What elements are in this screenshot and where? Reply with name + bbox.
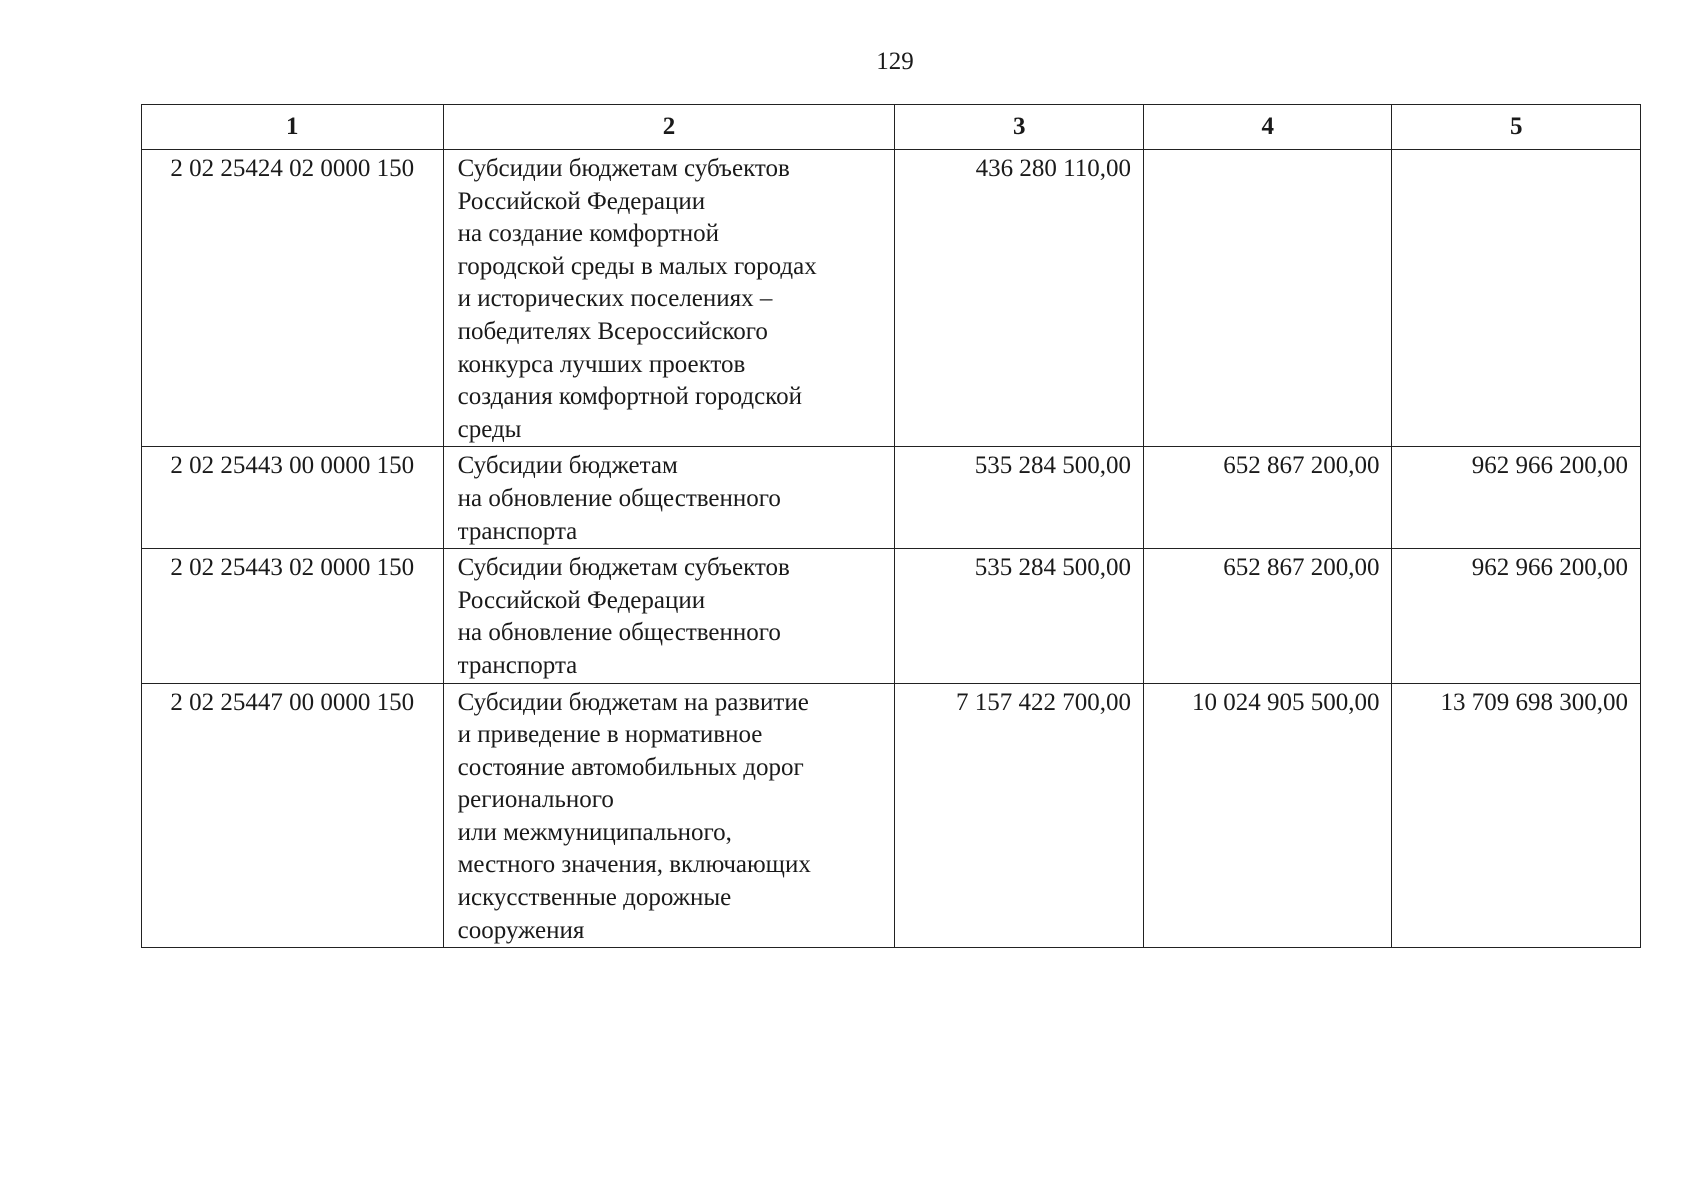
description-line: искусственные дорожные <box>457 884 732 912</box>
description-line: Субсидии бюджетам субъектов <box>457 554 790 582</box>
budget-table <box>141 104 1641 948</box>
description-line: конкурса лучших проектов <box>457 350 746 378</box>
table-row <box>142 150 1641 447</box>
table-row <box>142 549 1641 683</box>
amount-col-4 <box>1143 150 1391 447</box>
header-col-2: 2 <box>443 105 895 150</box>
header-col-1: 1 <box>142 105 444 150</box>
amount-col-4: 10 024 905 500,00 <box>1143 683 1391 948</box>
amount-col-3: 535 284 500,00 <box>895 447 1143 549</box>
amount-col-3: 535 284 500,00 <box>895 549 1143 683</box>
amount-col-4: 652 867 200,00 <box>1143 447 1391 549</box>
description-line: Субсидии бюджетам на развитие <box>457 688 809 716</box>
description-line: регионального <box>457 786 614 814</box>
description-line: транспорта <box>457 517 578 545</box>
description-line: и исторических поселениях – <box>457 285 773 313</box>
description-line: состояние автомобильных дорог <box>457 753 804 781</box>
budget-code-cell: 2 02 25443 02 0000 150 <box>142 549 444 683</box>
description-line: победителях Всероссийского <box>457 317 768 345</box>
header-col-3: 3 <box>895 105 1143 150</box>
budget-code-cell: 2 02 25424 02 0000 150 <box>142 150 444 447</box>
description-line: и приведение в нормативное <box>457 721 763 749</box>
description-line: на обновление общественного <box>457 619 781 647</box>
amount-col-4: 652 867 200,00 <box>1143 549 1391 683</box>
description-line: Российской Федерации <box>457 586 706 614</box>
page-number: 129 <box>876 48 914 75</box>
table-row <box>142 683 1641 948</box>
budget-code-cell: 2 02 25447 00 0000 150 <box>142 683 444 948</box>
header-col-5: 5 <box>1392 105 1641 150</box>
description-cell <box>443 683 895 948</box>
amount-col-3: 7 157 422 700,00 <box>895 683 1143 948</box>
description-cell <box>443 549 895 683</box>
description-line: среды <box>457 415 522 443</box>
amount-col-3: 436 280 110,00 <box>895 150 1143 447</box>
description-line: создания комфортной городской <box>457 383 802 411</box>
header-row <box>142 105 1641 150</box>
amount-col-5: 962 966 200,00 <box>1392 447 1641 549</box>
amount-col-5: 13 709 698 300,00 <box>1392 683 1641 948</box>
description-line: местного значения, включающих <box>457 851 811 879</box>
description-line: Российской Федерации <box>457 187 706 215</box>
table-row <box>142 447 1641 549</box>
description-line: Субсидии бюджетам <box>457 452 678 480</box>
description-line: или межмуниципального, <box>457 818 732 846</box>
description-line: сооружения <box>457 916 585 944</box>
header-col-4: 4 <box>1143 105 1391 150</box>
description-line: на обновление общественного <box>457 484 781 512</box>
amount-col-5: 962 966 200,00 <box>1392 549 1641 683</box>
description-line: транспорта <box>457 651 578 679</box>
description-line: Субсидии бюджетам субъектов <box>457 155 790 182</box>
amount-col-5 <box>1392 150 1641 447</box>
description-cell <box>443 150 895 447</box>
budget-code-cell: 2 02 25443 00 0000 150 <box>142 447 444 549</box>
description-line: городской среды в малых городах <box>457 252 817 280</box>
description-line: на создание комфортной <box>457 220 720 248</box>
table-body <box>142 150 1641 948</box>
description-cell <box>443 447 895 549</box>
table-header <box>142 105 1641 150</box>
